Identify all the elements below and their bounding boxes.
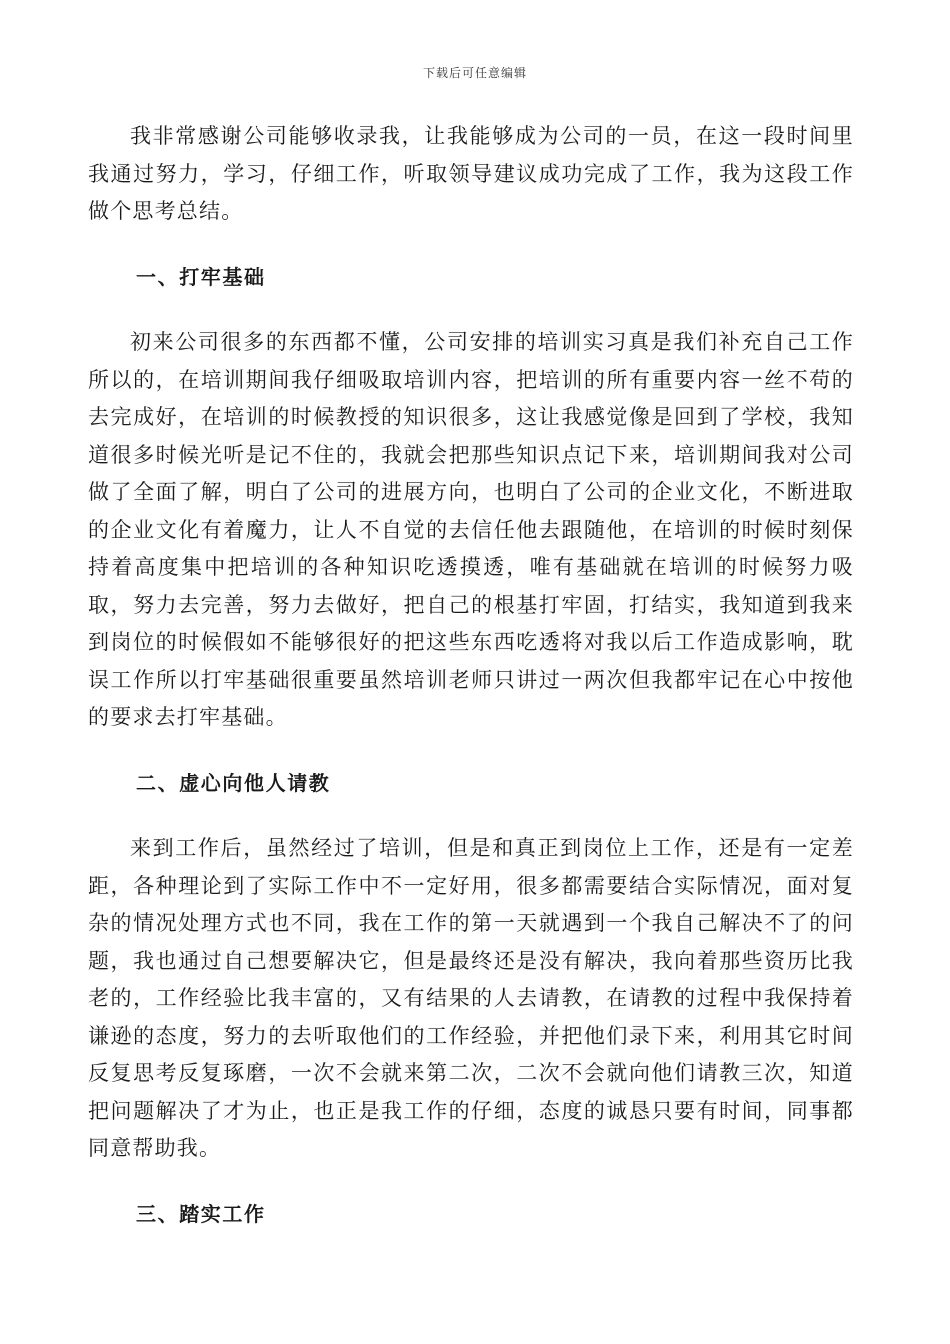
spacer <box>88 802 854 830</box>
section-body-1: 初来公司很多的东西都不懂，公司安排的培训实习真是我们补充自己工作所以的，在培训期间我仔细吸取培训内容，把培训的所有重要内容一丝不苟的去完成好，在培训的时候教授的知识很多，这让我感觉像是回到了学校，我知道很多时候光听是记不住的，我就会把那些知识点记下来，培训期间我对公司做了全面了解，明白了公司的进展方向，也明白了公司的企业文化，不断进取的企业文化有着魔力，让人不自觉的去信任他去跟随他，在培训的时候时刻保持着高度集中把培训的各种知识吃透摸透，唯有基础就在培训的时候努力吸取，努力去完善，努力去做好，把自己的根基打牢固，打结实，我知道到我来到岗位的时候假如不能够很好的把这些东西吃透将对我以后工作造成影响，耽误工作所以打牢基础很重要虽然培训老师只讲过一两次但我都牢记在心中按他的要求去打牢基础。 <box>88 330 854 729</box>
intro-paragraph: 我非常感谢公司能够收录我，让我能够成为公司的一员，在这一段时间里我通过努力，学习，仔细工作，听取领导建议成功完成了工作，我为这段工作做个思考总结。 <box>88 124 854 223</box>
spacer <box>88 296 854 324</box>
header-note: 下载后可任意编辑 <box>422 66 527 80</box>
spacer <box>88 737 854 765</box>
spacer <box>88 231 854 259</box>
spacer <box>88 1168 854 1196</box>
section-heading-3: 三、踏实工作 <box>136 1201 266 1226</box>
section-body-2: 来到工作后，虽然经过了培训，但是和真正到岗位上工作，还是有一定差距，各种理论到了实际工作中不一定好用，很多都需要结合实际情况，面对复杂的情况处理方式也不同，我在工作的第一天就遇到一个我自己解决不了的问题，我也通过自己想要解决它，但是最终还是没有解决，我向着那些资历比我老的，工作经验比我丰富的，又有结果的人去请教，在请教的过程中我保持着谦逊的态度，努力的去听取他们的工作经验，并把他们录下来，利用其它时间反复思考反复琢磨，一次不会就来第二次，二次不会就向他们请教三次，知道把问题解决了才为止，也正是我工作的仔细，态度的诚恳只要有时间，同事都同意帮助我。 <box>88 836 854 1160</box>
document-body <box>88 118 854 1233</box>
section-heading-2: 二、虚心向他人请教 <box>136 770 331 795</box>
section-heading-1: 一、打牢基础 <box>136 264 266 289</box>
